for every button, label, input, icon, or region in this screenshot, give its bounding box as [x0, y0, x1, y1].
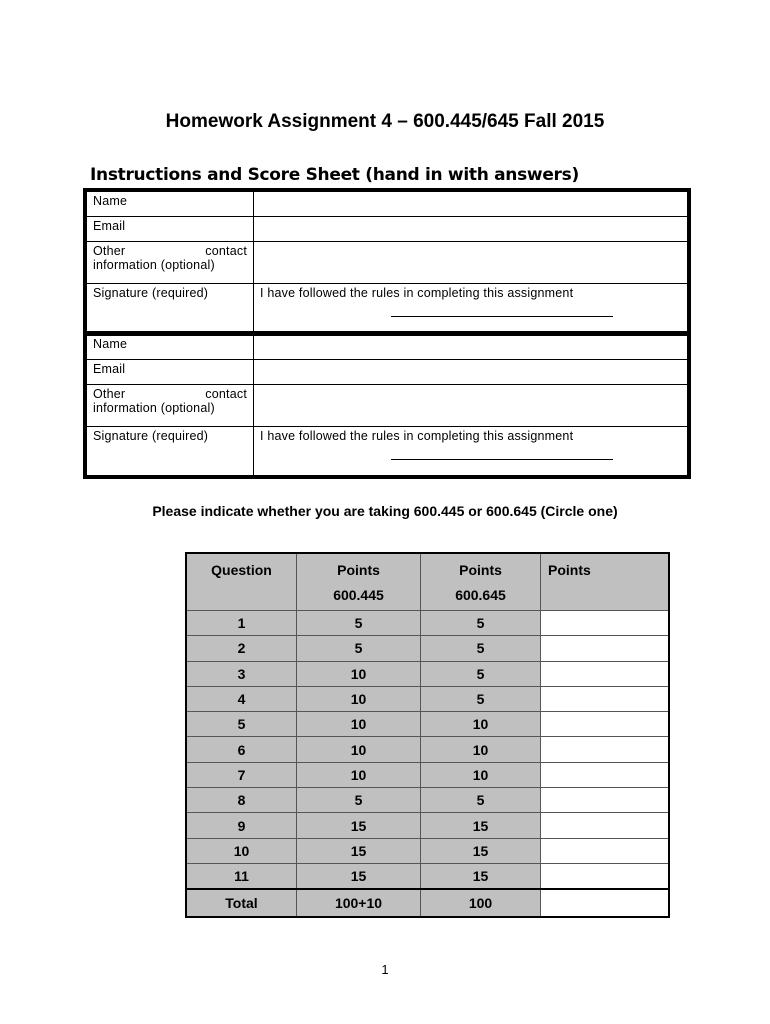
other-contact-field[interactable] — [254, 385, 688, 427]
question-number: 2 — [186, 636, 297, 661]
score-row — [186, 863, 669, 889]
signature-label: Signature (required) — [87, 284, 254, 333]
points-445: 15 — [297, 838, 421, 863]
total-points-645: 100 — [421, 889, 541, 917]
student-info-block-1 — [83, 188, 691, 336]
score-row — [186, 611, 669, 636]
page-title: Homework Assignment 4 – 600.445/645 Fall 2015 — [165, 111, 605, 132]
student-info-block-2 — [83, 331, 691, 479]
question-number: 4 — [186, 686, 297, 711]
question-header: Question — [186, 553, 297, 611]
name-label: Name — [87, 335, 254, 360]
score-row — [186, 661, 669, 686]
question-number: 10 — [186, 838, 297, 863]
points-645: 5 — [421, 686, 541, 711]
signature-field[interactable] — [254, 427, 688, 476]
email-label: Email — [87, 360, 254, 385]
optional-label: information (optional) — [93, 401, 215, 415]
question-number: 11 — [186, 863, 297, 889]
question-number: 9 — [186, 813, 297, 838]
points-445: 10 — [297, 712, 421, 737]
other-contact-label — [87, 385, 254, 427]
course-selection-prompt: Please indicate whether you are taking 600.445 or 600.645 (Circle one) — [152, 503, 618, 519]
section-subtitle: Instructions and Score Sheet (hand in with answers) — [90, 165, 579, 185]
name-field[interactable] — [254, 335, 688, 360]
points-445: 5 — [297, 636, 421, 661]
other-contact-field[interactable] — [254, 242, 688, 284]
name-field[interactable] — [254, 192, 688, 217]
total-row — [186, 889, 669, 917]
signature-label: Signature (required) — [87, 427, 254, 476]
score-row — [186, 686, 669, 711]
score-field[interactable] — [541, 661, 670, 686]
points-645: 5 — [421, 788, 541, 813]
points-645: 10 — [421, 762, 541, 787]
question-number: 1 — [186, 611, 297, 636]
points-445-header-line1: Points — [337, 562, 380, 578]
points-645-header-line2: 600.645 — [455, 587, 506, 603]
question-number: 8 — [186, 788, 297, 813]
points-645: 15 — [421, 838, 541, 863]
points-445-header-line2: 600.445 — [333, 587, 384, 603]
points-445-header — [297, 553, 421, 611]
email-label: Email — [87, 217, 254, 242]
total-points-445: 100+10 — [297, 889, 421, 917]
score-row — [186, 838, 669, 863]
points-445: 10 — [297, 762, 421, 787]
score-field[interactable] — [541, 762, 670, 787]
total-score-field[interactable] — [541, 889, 670, 917]
points-645: 5 — [421, 636, 541, 661]
score-row — [186, 636, 669, 661]
question-number: 6 — [186, 737, 297, 762]
score-field[interactable] — [541, 838, 670, 863]
points-645: 10 — [421, 737, 541, 762]
score-field[interactable] — [541, 813, 670, 838]
score-row — [186, 788, 669, 813]
points-445: 10 — [297, 737, 421, 762]
email-field[interactable] — [254, 217, 688, 242]
points-645: 5 — [421, 611, 541, 636]
score-row — [186, 737, 669, 762]
other-label-word: Other — [93, 387, 126, 401]
other-contact-label — [87, 242, 254, 284]
signature-line[interactable] — [391, 459, 613, 460]
points-445: 15 — [297, 813, 421, 838]
score-row — [186, 813, 669, 838]
email-field[interactable] — [254, 360, 688, 385]
points-645: 10 — [421, 712, 541, 737]
points-445: 10 — [297, 686, 421, 711]
points-445: 15 — [297, 863, 421, 889]
points-earned-header: Points — [541, 553, 670, 611]
page-number: 1 — [381, 962, 389, 977]
points-645: 5 — [421, 661, 541, 686]
score-field[interactable] — [541, 788, 670, 813]
points-645-header-line1: Points — [459, 562, 502, 578]
score-field[interactable] — [541, 863, 670, 889]
points-645-header — [421, 553, 541, 611]
points-445: 5 — [297, 788, 421, 813]
points-645: 15 — [421, 863, 541, 889]
score-field[interactable] — [541, 611, 670, 636]
score-field[interactable] — [541, 712, 670, 737]
question-number: 3 — [186, 661, 297, 686]
contact-label-word: contact — [205, 244, 247, 258]
optional-label: information (optional) — [93, 258, 215, 272]
question-number: 7 — [186, 762, 297, 787]
question-number: 5 — [186, 712, 297, 737]
signature-line[interactable] — [391, 316, 613, 317]
total-label: Total — [186, 889, 297, 917]
points-445: 5 — [297, 611, 421, 636]
score-row — [186, 712, 669, 737]
signature-field[interactable] — [254, 284, 688, 333]
points-645: 15 — [421, 813, 541, 838]
other-label-word: Other — [93, 244, 126, 258]
name-label: Name — [87, 192, 254, 217]
signature-statement: I have followed the rules in completing this assignment — [260, 286, 574, 300]
score-field[interactable] — [541, 737, 670, 762]
score-field[interactable] — [541, 686, 670, 711]
signature-statement: I have followed the rules in completing this assignment — [260, 429, 574, 443]
contact-label-word: contact — [205, 387, 247, 401]
score-row — [186, 762, 669, 787]
score-table-header — [186, 553, 669, 611]
score-field[interactable] — [541, 636, 670, 661]
points-445: 10 — [297, 661, 421, 686]
score-table — [185, 552, 670, 918]
